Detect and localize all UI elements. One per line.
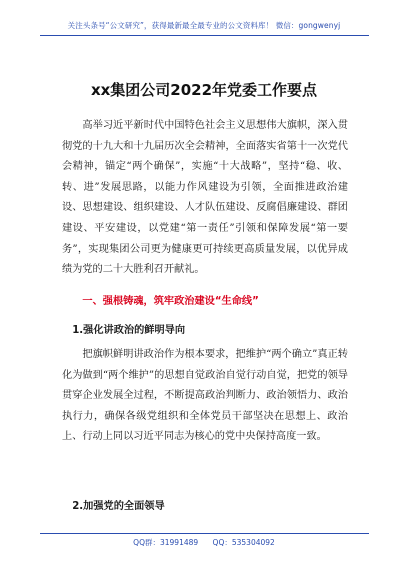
footer-divider	[40, 533, 369, 534]
footer-contact	[0, 537, 408, 548]
footer-qq: QQ：535304092	[212, 538, 275, 547]
footer-qq-group: QQ群：31991489	[133, 538, 199, 547]
intro-paragraph: 高举习近平新时代中国特色社会主义思想伟大旗帜，深入贯彻党的十九大和十九届历次全会精神，全面落实省第十一次党代会精神，锚定“两个确保”，实施“十大战略”，坚持“稳、收、转、进”发展思路，以能力作风建设为引领，全面推进政治建设、思想建设、组织建设、人才队伍建设、反腐倡廉建设、群团建设、平安建设，以党建“第一责任”引领和保障发展“第一要务”，实现集团公司更为健康更可持续更高质量发展，以优异成绩为党的二十大胜利召开献礼。	[62, 120, 348, 276]
document-title: xx集团公司2022年党委工作要点	[90, 81, 318, 99]
section-heading-1: 一、强根铸魂，筑牢政治建设“生命线”	[82, 296, 259, 307]
subsection-heading-1: 1.强化讲政治的鲜明导向	[72, 325, 186, 336]
header-promo-text: 关注头条号“公文研究”，获得最新最全最专业的公文资料库！ 微信：gongwenyj	[67, 21, 341, 30]
subsection-paragraph-1: 把旗帜鲜明讲政治作为根本要求，把维护“两个确立”真正转化为做到“两个维护”的思想自觉政治自觉行动自觉，把党的领导贯穿企业发展全过程，不断提高政治判断力、政治领悟力、政治执行力，确保各级党组织和全体党员干部坚决在思想上、政治上、行动上同以习近平同志为核心的党中央保持高度一致。	[62, 349, 348, 443]
subsection-heading-2: 2.加强党的全面领导	[72, 501, 165, 512]
header-divider	[40, 35, 369, 36]
